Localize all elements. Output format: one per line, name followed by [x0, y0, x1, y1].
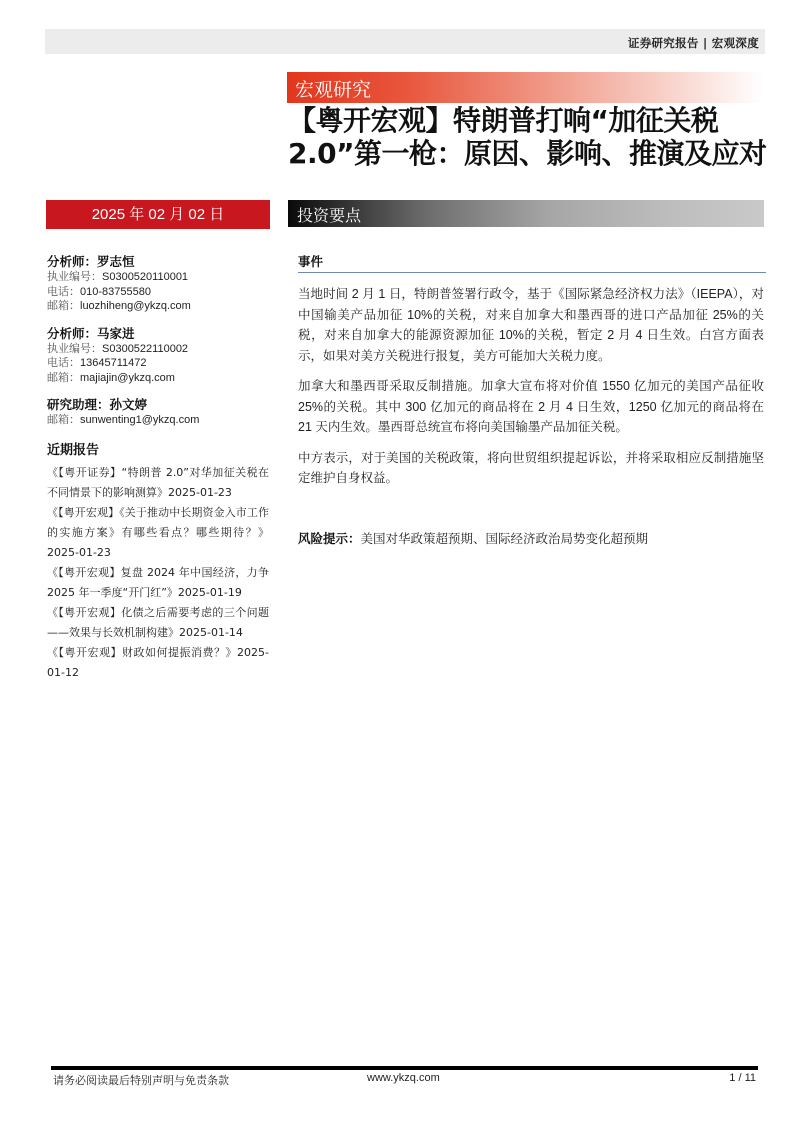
- risk-text: 美国对华政策超预期、国际经济政治局势变化超预期: [360, 530, 649, 546]
- report-type-label: 证券研究报告 | 宏观深度: [627, 36, 759, 50]
- footer-disclaimer: 请务必阅读最后特别声明与免责条款: [53, 1074, 229, 1087]
- page-number: 1 / 11: [729, 1072, 756, 1084]
- analyst-license: 执业编号：S0300520110001: [47, 271, 189, 283]
- recent-report-item[interactable]: 《【粤开宏观】化债之后需要考虑的三个问题——效果与长效机制构建》2025-01-14: [47, 605, 269, 639]
- analyst-license: 执业编号：S0300522110002: [47, 342, 189, 355]
- assistant-email[interactable]: 邮箱：sunwenting1@ykzq.com: [47, 414, 200, 426]
- assistant-name-line: 研究助理：孙文婷: [47, 397, 148, 412]
- analyst-phone: 电话：13645711472: [47, 357, 147, 369]
- assistant-card: [47, 396, 269, 428]
- analyst-phone: 电话：010-83755580: [47, 285, 151, 298]
- category-band: [287, 72, 763, 103]
- event-heading: 事件: [298, 252, 766, 273]
- investment-highlights-band: [288, 200, 764, 227]
- recent-report-item[interactable]: 《【粤开宏观】财政如何提振消费？》2025-01-12: [47, 645, 269, 679]
- footer-divider: [51, 1066, 758, 1070]
- event-paragraph: 当地时间 2 月 1 日，特朗普签署行政令，基于《国际紧急经济权力法》（IEEPA），对中国输美产品加征 10%的关税，对来自加拿大和墨西哥的进口产品加征 25%的关税，对来自加拿大的能源资源加征 10%的关税，暂定 2 月 4 日生效。白宫方面表示，如果对美方关税进行报复，美方可能加大关税力度。: [298, 287, 764, 363]
- recent-reports-heading: 近期报告: [47, 442, 100, 458]
- assistant-name: 孙文婷: [109, 397, 148, 412]
- event-paragraph: 中方表示，对于美国的关税政策，将向世贸组织提起诉讼，并将采取相应反制措施坚定维护自身权益。: [298, 450, 764, 485]
- risk-label: 风险提示：: [298, 530, 361, 546]
- recent-report-item[interactable]: 《【粤开证券】“特朗普 2.0”对华加征关税在不同情景下的影响测算》2025-01-23: [47, 465, 269, 499]
- analyst-card: [47, 253, 269, 314]
- analyst-card: [47, 325, 269, 386]
- main-content: [298, 252, 764, 549]
- event-paragraph: 加拿大和墨西哥采取反制措施。加拿大宣布将对价值 1550 亿加元的美国产品征收 25%的关税。其中 300 亿加元的商品将在 2 月 4 日生效，1250 亿加元的商品将在 21 天内生效。墨西哥总统宣布将向美国输墨产品加征关税。: [298, 379, 764, 434]
- risk-warning: [298, 529, 764, 549]
- analyst-name: 罗志恒: [97, 254, 135, 269]
- footer-website-link[interactable]: www.ykzq.com: [367, 1072, 440, 1084]
- analyst-name-line: 分析师：罗志恒: [47, 254, 135, 269]
- analyst-email[interactable]: 邮箱：majiajin@ykzq.com: [47, 371, 175, 384]
- recent-reports-list: [47, 463, 269, 683]
- analyst-email[interactable]: 邮箱：luozhiheng@ykzq.com: [47, 300, 191, 312]
- report-date: 2025 年 02 月 02 日: [46, 200, 270, 229]
- sidebar: [47, 253, 269, 683]
- report-title: 【粤开宏观】特朗普打响“加征关税2.0”第一枪：原因、影响、推演及应对: [288, 104, 767, 170]
- recent-report-item[interactable]: 《【粤开宏观】复盘 2024 年中国经济，力争 2025 年一季度“开门红”》2025-01-19: [47, 565, 269, 599]
- recent-report-item[interactable]: 《【粤开宏观】《关于推动中长期资金入市工作的实施方案》有哪些看点？哪些期待？》2025-01-23: [47, 505, 269, 559]
- investment-highlights-label: 投资要点: [297, 206, 362, 225]
- report-header-bar: [45, 29, 765, 54]
- analyst-name-line: 分析师：马家进: [47, 325, 135, 341]
- category-label: 宏观研究: [295, 79, 372, 101]
- analyst-name: 马家进: [97, 325, 135, 341]
